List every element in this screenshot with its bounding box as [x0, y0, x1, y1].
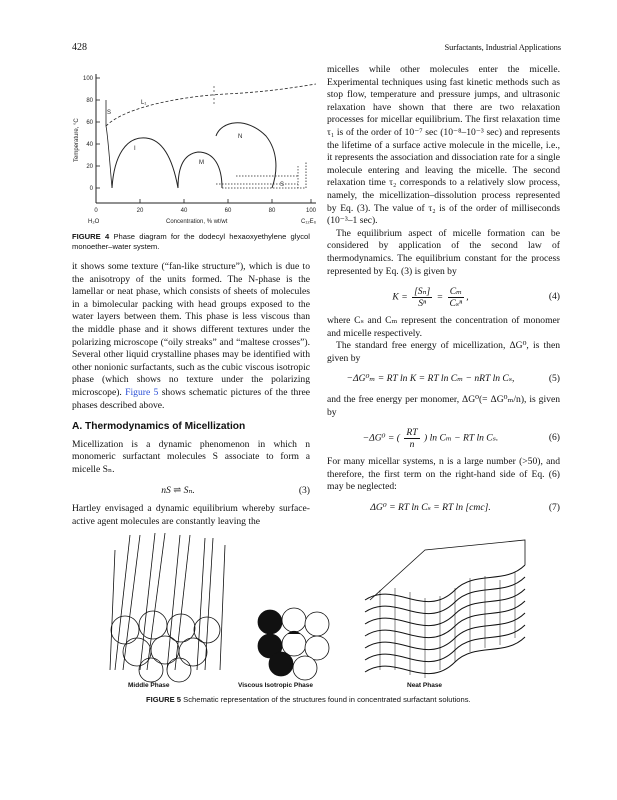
page-number: 428: [72, 42, 87, 53]
paragraph: For many micellar systems, n is a large number (>50), and therefore, the first term on the right-hand side of Eq. (6) may be neglected:: [327, 456, 560, 493]
x-tick-label: 0: [94, 208, 98, 214]
equation-4: K = $\frac{\text{[Sₙ]}}{\text{Sⁿ}}$ = $\frac{\text{Cₘ}}{\text{Cₛⁿ}}$ , (4): [392, 286, 560, 310]
equation-6: −ΔG⁰ = ( $\frac{RT}{n}$ ) ln Cₘ − RT ln Cₛ. (6): [362, 427, 560, 451]
viscous-isotropic-phase-drawing: [258, 608, 329, 680]
x-tick-label: 40: [180, 208, 188, 214]
m-region-boundary: [178, 152, 222, 188]
y-tick-marks: [96, 78, 100, 188]
right-column: [327, 64, 560, 515]
dotted-boundary: [216, 166, 298, 188]
equation-5: −ΔG⁰ₘ = RT ln K = RT ln Cₘ − nRT ln Cₛ, (5): [346, 373, 560, 385]
figure-5-caption: [146, 695, 546, 704]
paragraph: Hartley envisaged a dynamic equilibrium whereby surface-active agent molecules are constantly leaving the: [72, 503, 310, 527]
region-label-s: S: [107, 110, 112, 116]
figure-4-caption-label: FIGURE 4: [72, 232, 110, 241]
x-axis-label: Concentration, % wt/wt: [166, 219, 228, 225]
y-tick-label: 80: [86, 98, 93, 104]
x-tick-label: 60: [224, 208, 232, 214]
figure-5-link[interactable]: Figure 5: [125, 386, 159, 398]
cloud-point-curve: [106, 84, 316, 126]
n-region-boundary: [216, 123, 276, 188]
fig5-label-neat: Neat Phase: [407, 682, 443, 689]
figure-5-schematics: [95, 530, 530, 690]
fig5-label-middle: Middle Phase: [128, 682, 170, 689]
region-label-n: N: [238, 134, 243, 140]
y-tick-label: 100: [82, 76, 93, 82]
paragraph: The standard free energy of micellization, ΔG⁰, is then given by: [327, 340, 560, 364]
x-right-label: C₁₂E₆: [301, 219, 316, 225]
paragraph: where Cₛ and Cₘ represent the concentration of monomer and micelle respectively.: [327, 315, 560, 339]
region-label-s: S: [280, 182, 285, 188]
fig5-label-viscous: Viscous Isotropic Phase: [238, 682, 314, 689]
region-label-l1: L₁: [141, 100, 147, 106]
neat-phase-drawing: [365, 540, 525, 674]
y-tick-label: 60: [86, 120, 93, 126]
y-tick-label: 40: [86, 142, 93, 148]
paragraph: The equilibrium aspect of micelle formation can be considered by application of the second law of thermodynamics. The equilibrium constant for the process represented by Eq. (3) is given by: [327, 227, 560, 277]
y-axis-label: Temperature, °C: [74, 118, 80, 162]
figure-4-phase-diagram: [66, 66, 316, 231]
equation-3: nS ⇌ Sₙ. (3): [161, 484, 310, 496]
x-tick-label: 100: [305, 208, 316, 214]
paragraph: Micellization is a dynamic phenomenon in which n monomeric surfactant molecules S associate to form a micelle Sₙ.: [72, 438, 310, 475]
paragraph: and the free energy per monomer, ΔG⁰(= ΔG⁰ₘ/n), is given by: [327, 394, 560, 418]
figure-4-caption-text: Phase diagram for the dodecyl hexaoxyethylene glycol monoether–water system.: [72, 232, 310, 251]
region-label-i: I: [134, 146, 136, 152]
y-tick-label: 0: [89, 186, 93, 192]
x-tick-label: 80: [268, 208, 276, 214]
x-left-label: H₂O: [88, 219, 100, 225]
x-tick-label: 20: [136, 208, 144, 214]
y-tick-label: 20: [86, 164, 93, 170]
x-tick-marks: [96, 199, 311, 203]
section-heading: A. Thermodynamics of Micellization: [72, 421, 246, 433]
running-title: Surfactants, Industrial Applications: [444, 42, 561, 52]
i-region-boundary: [112, 138, 178, 188]
figure-5-caption-text: Schematic representation of the structures found in concentrated surfactant solutions.: [183, 695, 471, 704]
paragraph: micelles while other molecules enter the micelle. Experimental techniques using fast kinetic methods such as stop flow, temperature and pressure jumps, and ultrasonic relaxation have shown that there are two relaxation processes for micellar equilibrium. The first relaxation time τ₁ is of the order of 10⁻⁷ sec (10⁻⁸–10⁻³ sec) and represents the lifetime of a surface active molecule in the micelle, i.e., it represents the association and dissociation rate for a single molecule entering and leaving the micelle. The second relaxation time τ₂ corresponds to a relatively slow process, namely, the micellization–dissolution process represented by Eq. (3). The value of τ₂ is of the order of milliseconds (10⁻³–1 sec).: [327, 64, 560, 227]
left-column: [72, 261, 310, 528]
figure-4-caption: [72, 232, 310, 252]
figure-5-caption-label: FIGURE 5: [146, 695, 182, 704]
equation-7: ΔG⁰ = RT ln Cₛ = RT ln [cmc]. (7): [370, 502, 560, 514]
paragraph: it shows some texture (“fan-like structure”), which is due to the anisotropy of the units formed. The N-phase is the lamellar or neat phase, which consists of sheets of molecules in a bimolecular packing with head groups exposed to the water layers between them. This phase is less viscous than the middle phase and it shows different textures under the polarizing microscope (“oily streaks” and “maltese crosses”). Several other liquid crystalline phases may be identified with other nonionic surfactants, such as the cubic viscous isotropic phase (which shows no texture under the polarizing microscope). Figure 5 shows schematic pictures of the three phases described above.: [72, 261, 310, 411]
middle-phase-drawing: [110, 533, 225, 682]
region-label-m: M: [199, 160, 204, 166]
